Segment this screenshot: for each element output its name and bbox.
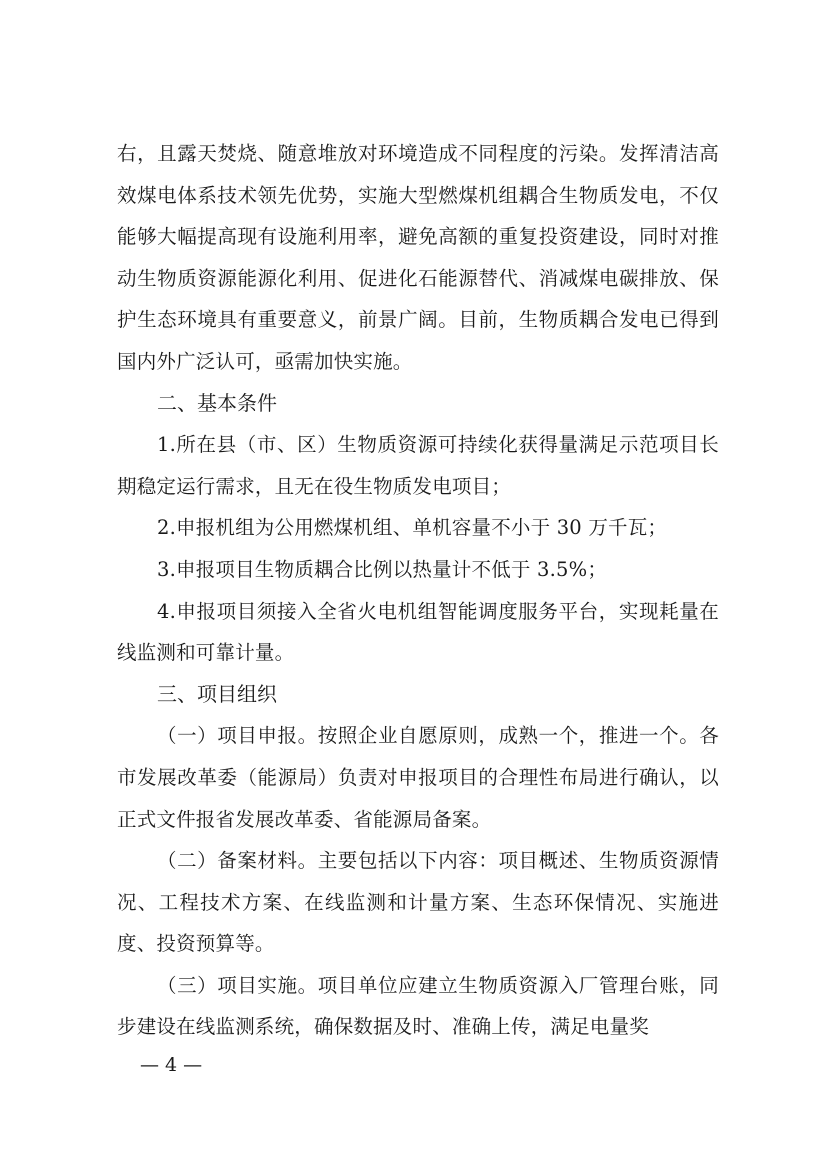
condition-item-3: 3.申报项目生物质耦合比例以热量计不低于 3.5%； <box>157 557 608 581</box>
section-heading-basic-conditions: 二、基本条件 <box>157 390 277 415</box>
organization-item-2 <box>117 840 719 965</box>
organization-item-3-text: 项目单位应建立生物质资源入厂管理台账，同步建设在线监测系统，确保数据及时、准确上传，满足电量奖 <box>117 973 719 1039</box>
document-body <box>117 133 719 1048</box>
paragraph-intro: 右，且露天焚烧、随意堆放对环境造成不同程度的污染。发挥清洁高效煤电体系技术领先优势，实施大型燃煤机组耦合生物质发电，不仅能够大幅提高现有设施利用率，避免高额的重复投资建设，同时对推动生物质资源能源化利用、促进化石能源替代、消减煤电碳排放、保护生态环境具有重要意义，前景广阔。目前，生物质耦合发电已得到国内外广泛认可，亟需加快实施。 <box>117 142 719 373</box>
condition-item-2: 2.申报机组为公用燃煤机组、单机容量不小于 30 万千瓦； <box>157 516 668 540</box>
organization-item-3-label: （三）项目实施。 <box>157 973 318 997</box>
condition-item-4: 4.申报项目须接入全省火电机组智能调度服务平台，实现耗量在线监测和可靠计量。 <box>117 599 719 665</box>
section-heading-project-organization: 三、项目组织 <box>157 681 277 706</box>
page-number: — 4 — <box>140 1054 203 1076</box>
organization-item-2-text: 主要包括以下内容：项目概述、生物质资源情况、工程技术方案、在线监测和计量方案、生态环保情况、实施进度、投资预算等。 <box>117 849 719 956</box>
organization-item-1 <box>117 715 719 840</box>
organization-item-1-text: 按照企业自愿原则，成熟一个，推进一个。各市发展改革委（能源局）负责对申报项目的合理性布局进行确认，以正式文件报省发展改革委、省能源局备案。 <box>117 724 719 831</box>
organization-item-2-label: （二）备案材料。 <box>157 849 318 873</box>
condition-item-1: 1.所在县（市、区）生物质资源可持续化获得量满足示范项目长期稳定运行需求，且无在役生物质发电项目； <box>117 433 719 498</box>
organization-item-1-label: （一）项目申报。 <box>157 724 318 748</box>
organization-item-3 <box>117 965 719 1048</box>
